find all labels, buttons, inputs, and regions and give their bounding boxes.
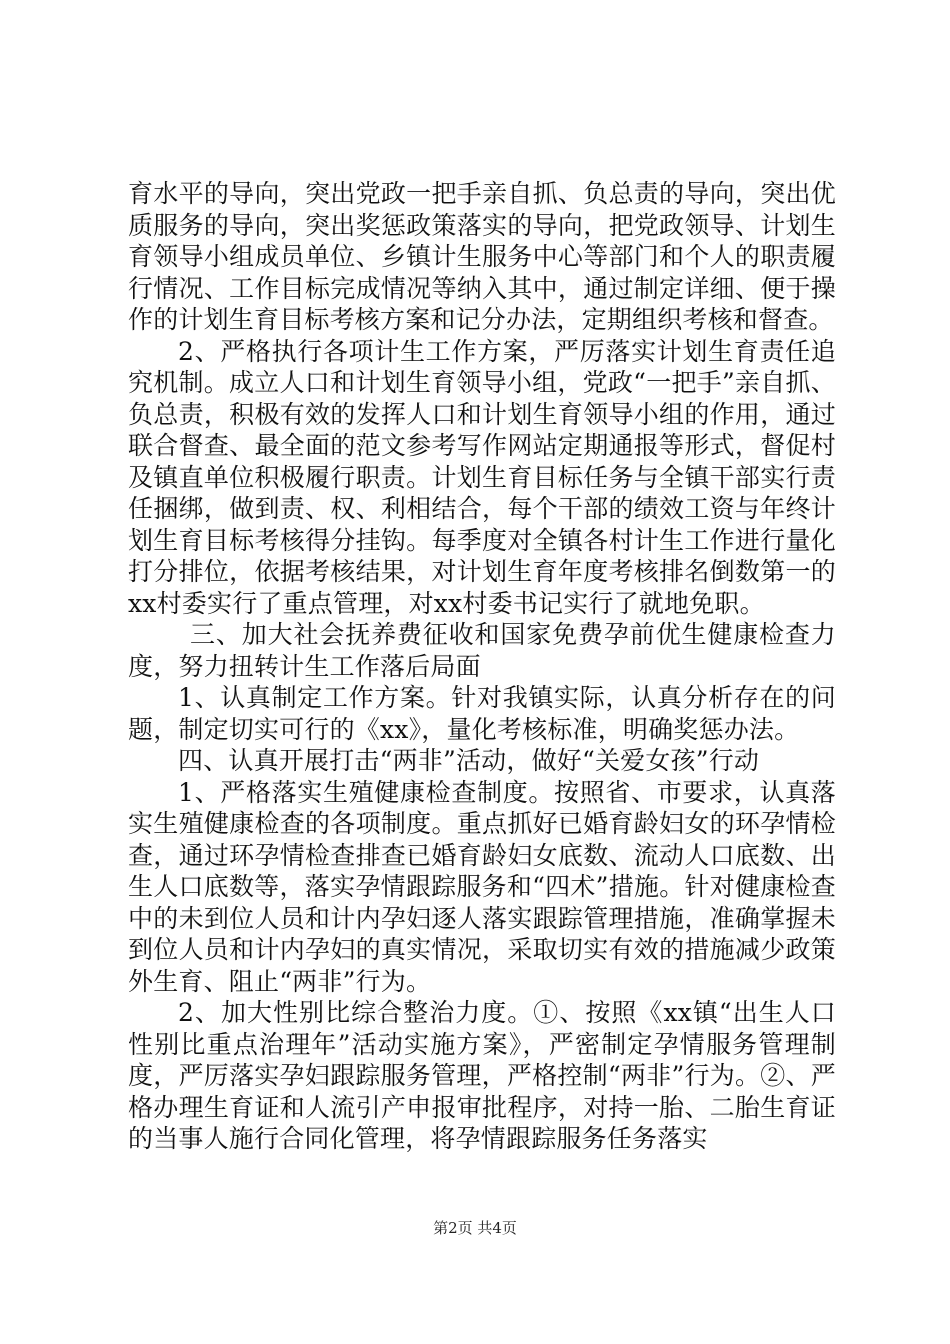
paragraph-work-plan: 1、认真制定工作方案。针对我镇实际，认真分析存在的问题，制定切实可行的《xx》，量化考核标准，明确奖惩办法。 [128, 683, 836, 744]
paragraph-gender-ratio: 2、加大性别比综合整治力度。①、按照《xx镇“出生人口性别比重点治理年”活动实施方案》，严密制定孕情服务管理制度，严厉落实孕妇跟踪服务管理，严格控制“两非”行为。②、严格办理生育证和人流引产申报审批程序，对持一胎、二胎生育证的当事人施行合同化管理，将孕情跟踪服务任务落实 [128, 998, 836, 1153]
document-body [128, 178, 836, 1155]
paragraph-responsibility: 2、严格执行各项计生工作方案，严厉落实计划生育责任追究机制。成立人口和计划生育领导小组，党政“一把手”亲自抓、负总责，积极有效的发挥人口和计划生育领导小组的作用，通过联合督查、最全面的范文参考写作网站定期通报等形式，督促村及镇直单位积极履行职责。计划生育目标任务与全镇干部实行责任捆绑，做到责、权、利相结合，每个干部的绩效工资与年终计划生育目标考核得分挂钩。每季度对全镇各村计生工作进行量化打分排位，依据考核结果，对计划生育年度考核排名倒数第一的xx村委实行了重点管理，对xx村委书记实行了就地免职。 [128, 336, 836, 618]
paragraph-continuation: 育水平的导向，突出党政一把手亲自抓、负总责的导向，突出优质服务的导向，突出奖惩政策落实的导向，把党政领导、计划生育领导小组成员单位、乡镇计生服务中心等部门和个人的职责履行情况、工作目标完成情况等纳入其中，通过制定详细、便于操作的计划生育目标考核方案和记分办法，定期组织考核和督查。 [128, 179, 836, 334]
paragraph-health-check: 1、严格落实生殖健康检查制度。按照省、市要求，认真落实生殖健康检查的各项制度。重点抓好已婚育龄妇女的环孕情检查，通过环孕情检查排查已婚育龄妇女底数、流动人口底数、出生人口底数等，落实孕情跟踪服务和“四术”措施。针对健康检查中的未到位人员和计内孕妇逐人落实跟踪管理措施，准确掌握未到位人员和计内孕妇的真实情况，采取切实有效的措施减少政策外生育、阻止“两非”行为。 [128, 777, 836, 996]
page-number-footer: 第2页 共4页 [433, 1219, 517, 1237]
section-heading-four: 四、认真开展打击“两非”活动，做好“关爱女孩”行动 [178, 746, 760, 775]
section-heading-three: 三、加大社会抚养费征收和国家免费孕前优生健康检查力度，努力扭转计生工作落后局面 [128, 620, 836, 681]
